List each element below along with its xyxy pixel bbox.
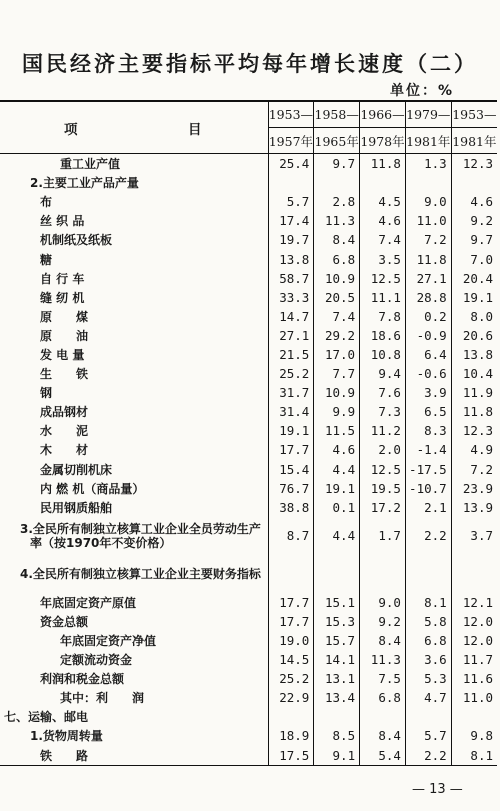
value-cell: 28.8 [405,288,451,307]
value-cell: 21.5 [268,345,314,364]
table-row [0,364,497,383]
value-cell: 3.6 [405,650,451,669]
value-cell [314,555,360,593]
value-cell: 7.2 [405,230,451,249]
value-cell [405,555,451,593]
value-cell: 12.1 [462,594,493,610]
value-cell: 4.6 [470,194,493,210]
table-body [0,154,497,766]
row-label: 内 燃 机（商品量） [0,479,268,498]
table-row [0,612,497,631]
value-cell [451,707,497,726]
value-cell: 5.3 [405,669,451,688]
value-cell: 20.5 [314,288,360,307]
value-cell: 11.5 [314,421,360,440]
row-label: 水 泥 [0,421,268,440]
table-row [0,555,497,593]
value-cell: 13.4 [314,688,360,707]
table-row [0,440,497,459]
value-cell: 12.3 [462,423,493,439]
value-cell [268,173,314,192]
value-cell: 11.7 [462,652,493,668]
row-label: 其中：利 润 [0,688,268,707]
row-label: 原 油 [0,326,268,345]
value-cell: 9.0 [360,593,406,612]
value-cell: 2.0 [360,440,406,459]
table-row [0,460,497,479]
value-cell: 9.8 [470,728,493,744]
value-cell [405,173,451,192]
period-2-end: 1965年 [314,128,360,154]
value-cell: 4.6 [314,440,360,459]
row-label: 缝 纫 机 [0,288,268,307]
value-cell: 15.7 [314,631,360,650]
value-cell: 5.4 [360,746,406,766]
page-number: — 13 — [412,782,463,797]
value-cell: 19.0 [268,631,314,650]
value-cell [360,707,406,726]
value-cell: 9.4 [360,364,406,383]
period-3-start: 1966— [360,101,406,128]
value-cell: 0.1 [314,498,360,517]
table-row [0,650,497,669]
value-cell [360,173,406,192]
table-row [0,688,497,707]
row-label: 生 铁 [0,364,268,383]
row-label: 年底固定资产净值 [0,631,268,650]
value-cell: 11.8 [360,154,406,174]
value-cell: 17.4 [268,211,314,230]
value-cell: 11.1 [360,288,406,307]
value-cell [451,173,497,192]
page-title: 国民经济主要指标平均每年增长速度（二） [22,52,478,76]
value-cell: 13.9 [462,499,493,515]
period-2-start: 1958— [314,101,360,128]
row-label: 自 行 车 [0,269,268,288]
value-cell: 8.0 [470,308,493,324]
value-cell: 38.8 [268,498,314,517]
value-cell: 7.8 [360,307,406,326]
table-row [0,726,497,745]
value-cell: 11.8 [462,404,493,420]
value-cell: 4.6 [360,211,406,230]
value-cell: 7.3 [360,402,406,421]
value-cell: 19.5 [360,479,406,498]
period-1-start: 1953— [268,101,314,128]
row-label: 重工业产值 [0,154,268,174]
value-cell: 8.7 [268,517,314,555]
value-cell: 9.9 [314,402,360,421]
value-cell [268,707,314,726]
row-label: 机制纸及纸板 [0,230,268,249]
table-row [0,669,497,688]
value-cell: 11.6 [462,671,493,687]
value-cell: 11.2 [360,421,406,440]
value-cell [451,555,497,593]
value-cell: 11.3 [360,650,406,669]
value-cell: 10.4 [462,366,493,382]
value-cell: 14.5 [268,650,314,669]
value-cell: 8.1 [405,593,451,612]
value-cell: 5.7 [405,726,451,745]
row-label: 七、运输、邮电 [0,707,268,726]
table-row [0,288,497,307]
table-row [0,192,497,211]
row-label: 成品钢材 [0,402,268,421]
value-cell: 9.7 [470,232,493,248]
value-cell: 8.5 [314,726,360,745]
value-cell: 33.3 [268,288,314,307]
value-cell: 31.4 [268,402,314,421]
value-cell: 19.1 [314,479,360,498]
value-cell: 25.4 [268,154,314,174]
value-cell: 27.1 [405,269,451,288]
period-5-start: 1953— [451,101,497,128]
table-row [0,211,497,230]
period-4-end: 1981年 [405,128,451,154]
value-cell: 14.1 [314,650,360,669]
value-cell: 9.2 [360,612,406,631]
table-row [0,631,497,650]
value-cell: 19.1 [462,289,493,305]
value-cell [314,173,360,192]
value-cell: 20.6 [462,327,493,343]
value-cell: 13.8 [268,249,314,268]
value-cell [360,555,406,593]
row-label: 3.全民所有制独立核算工业企业全员劳动生产率（按1970年不变价格） [0,517,268,555]
table-row [0,173,497,192]
value-cell: 7.6 [360,383,406,402]
value-cell: 4.5 [360,192,406,211]
value-cell: 11.0 [405,211,451,230]
value-cell: 10.9 [314,383,360,402]
value-cell: 25.2 [268,669,314,688]
row-label: 金属切削机床 [0,460,268,479]
value-cell: 31.7 [268,383,314,402]
value-cell: 19.7 [268,230,314,249]
unit-label: 单位：% [389,83,454,99]
value-cell: 10.9 [314,269,360,288]
value-cell: 17.7 [268,593,314,612]
value-cell: 7.5 [360,669,406,688]
value-cell: 5.8 [405,612,451,631]
value-cell: -17.5 [405,460,451,479]
value-cell: -1.4 [405,440,451,459]
value-cell: 11.8 [405,249,451,268]
value-cell: 7.2 [470,461,493,477]
value-cell: 4.9 [470,442,493,458]
table-row [0,345,497,364]
value-cell: 7.4 [314,307,360,326]
table-row [0,421,497,440]
table-row [0,307,497,326]
value-cell: 17.7 [268,612,314,631]
value-cell: 6.8 [405,631,451,650]
row-label: 4.全民所有制独立核算工业企业主要财务指标 [0,555,268,593]
value-cell: 8.4 [360,726,406,745]
value-cell: 23.9 [462,480,493,496]
value-cell: 10.8 [360,345,406,364]
table-row [0,154,497,174]
row-label: 2.主要工业产品产量 [0,173,268,192]
table-row [0,707,497,726]
table-row [0,746,497,766]
row-label: 糖 [0,249,268,268]
table-row [0,326,497,345]
value-cell: 76.7 [268,479,314,498]
value-cell: 17.5 [268,746,314,766]
table-row [0,517,497,555]
value-cell: 1.3 [405,154,451,174]
value-cell: 3.5 [360,249,406,268]
row-label: 丝 织 品 [0,211,268,230]
value-cell: 1.7 [360,517,406,555]
value-cell: 9.2 [470,213,493,229]
row-label: 民用钢质船舶 [0,498,268,517]
value-cell: 17.7 [268,440,314,459]
value-cell: 12.3 [462,156,493,172]
value-cell: 11.3 [314,211,360,230]
table-row [0,593,497,612]
value-cell: 6.5 [405,402,451,421]
value-cell [268,555,314,593]
value-cell: -10.7 [405,479,451,498]
value-cell: 6.4 [405,345,451,364]
table-row [0,402,497,421]
value-cell: 12.5 [360,269,406,288]
value-cell: 15.1 [314,593,360,612]
value-cell: 3.7 [470,528,493,544]
value-cell: 27.1 [268,326,314,345]
value-cell: 5.7 [268,192,314,211]
value-cell [314,707,360,726]
value-cell: 29.2 [314,326,360,345]
value-cell: 4.4 [314,517,360,555]
value-cell: 25.2 [268,364,314,383]
value-cell: 8.1 [470,747,493,763]
value-cell: 8.4 [360,631,406,650]
value-cell: 9.0 [405,192,451,211]
value-cell: 11.9 [462,385,493,401]
value-cell: 19.1 [268,421,314,440]
table-row [0,269,497,288]
value-cell: -0.9 [405,326,451,345]
row-label: 钢 [0,383,268,402]
row-label: 发 电 量 [0,345,268,364]
period-3-end: 1978年 [360,128,406,154]
value-cell: 17.0 [314,345,360,364]
table-row [0,498,497,517]
value-cell: 20.4 [462,270,493,286]
value-cell: 15.3 [314,612,360,631]
value-cell: 17.2 [360,498,406,517]
value-cell: 2.1 [405,498,451,517]
row-label: 布 [0,192,268,211]
period-4-start: 1979— [405,101,451,128]
table-row [0,249,497,268]
item-column-header: 项 目 [0,101,268,154]
row-label: 定额流动资金 [0,650,268,669]
value-cell [405,707,451,726]
row-label: 原 煤 [0,307,268,326]
row-label: 资金总额 [0,612,268,631]
value-cell: 2.8 [314,192,360,211]
value-cell: 6.8 [360,688,406,707]
value-cell: 14.7 [268,307,314,326]
growth-rate-table [0,100,497,766]
value-cell: 4.4 [314,460,360,479]
value-cell: 3.9 [405,383,451,402]
row-label: 1.货物周转量 [0,726,268,745]
row-label: 木 材 [0,440,268,459]
value-cell: 9.7 [314,154,360,174]
value-cell: 12.5 [360,460,406,479]
value-cell: 7.0 [470,251,493,267]
table-row [0,230,497,249]
value-cell: 22.9 [268,688,314,707]
value-cell: 18.6 [360,326,406,345]
table-row [0,383,497,402]
row-label: 利润和税金总额 [0,669,268,688]
value-cell: 0.2 [405,307,451,326]
period-1-end: 1957年 [268,128,314,154]
value-cell: 8.3 [405,421,451,440]
value-cell: 18.9 [268,726,314,745]
table-row [0,479,497,498]
period-5-end: 1981年 [452,133,497,149]
value-cell: 11.0 [462,690,493,706]
value-cell: 9.1 [314,746,360,766]
value-cell: 13.8 [462,346,493,362]
value-cell: 6.8 [314,249,360,268]
row-label: 铁 路 [0,746,268,766]
value-cell: 15.4 [268,460,314,479]
value-cell: 12.0 [462,633,493,649]
value-cell: 13.1 [314,669,360,688]
row-label: 年底固定资产原值 [0,593,268,612]
value-cell: 12.0 [462,613,493,629]
value-cell: 8.4 [314,230,360,249]
value-cell: 2.2 [405,517,451,555]
value-cell: 7.4 [360,230,406,249]
value-cell: 7.7 [314,364,360,383]
value-cell: 2.2 [405,746,451,766]
value-cell: 4.7 [405,688,451,707]
value-cell: 58.7 [268,269,314,288]
value-cell: -0.6 [405,364,451,383]
